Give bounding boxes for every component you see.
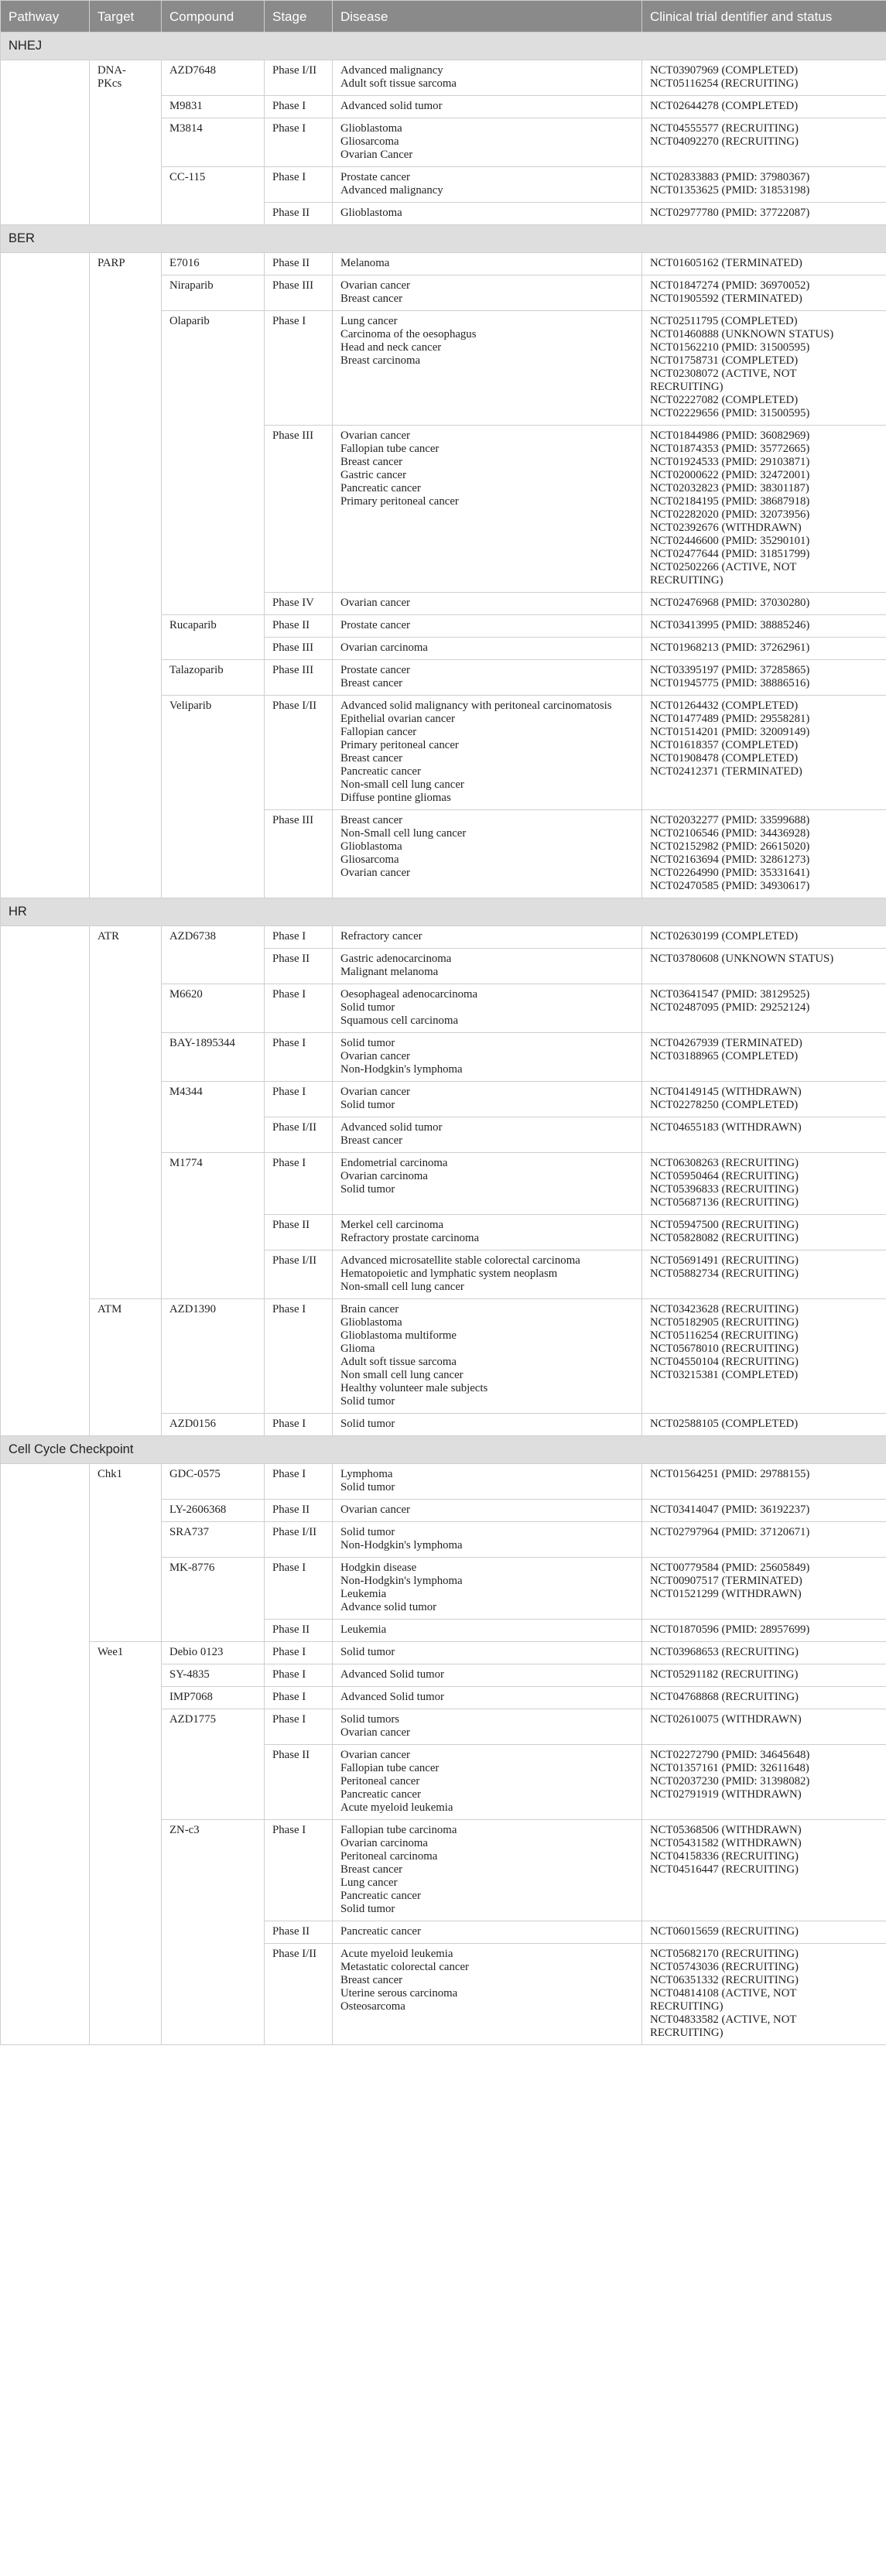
trial-status-cell: NCT03413995 (PMID: 38885246) [642, 615, 886, 638]
target-cell: Chk1 [90, 1464, 162, 1642]
pathway-cell [1, 926, 90, 1436]
stage-cell: Phase IV [265, 593, 333, 615]
stage-cell: Phase I [265, 1687, 333, 1709]
compound-cell: GDC-0575 [162, 1464, 265, 1500]
trial-status-cell: NCT03641547 (PMID: 38129525) NCT02487095 (PMID: 29252124) [642, 984, 886, 1033]
stage-cell: Phase I [265, 96, 333, 118]
stage-cell: Phase I [265, 118, 333, 167]
trial-status-cell: NCT05291182 (RECRUITING) [642, 1664, 886, 1687]
section-row [1, 898, 886, 926]
disease-cell: Advanced malignancy Adult soft tissue sarcoma [333, 60, 642, 96]
trial-status-cell: NCT03423628 (RECRUITING) NCT05182905 (RECRUITING) NCT05116254 (RECRUITING) NCT05678010 (RECRUITING) NCT04550104 (RECRUITING) NCT03215381 (COMPLETED) [642, 1299, 886, 1414]
disease-cell: Solid tumor [333, 1414, 642, 1436]
disease-cell: Endometrial carcinoma Ovarian carcinoma Solid tumor [333, 1153, 642, 1215]
trial-status-cell: NCT01605162 (TERMINATED) [642, 253, 886, 275]
disease-cell: Refractory cancer [333, 926, 642, 949]
section-row [1, 1436, 886, 1464]
stage-cell: Phase II [265, 203, 333, 225]
trial-status-cell: NCT03907969 (COMPLETED) NCT05116254 (RECRUITING) [642, 60, 886, 96]
section-row [1, 225, 886, 253]
trial-status-cell: NCT02272790 (PMID: 34645648) NCT01357161 (PMID: 32611648) NCT02037230 (PMID: 31398082) NCT02791919 (WITHDRAWN) [642, 1745, 886, 1820]
disease-cell: Ovarian cancer Fallopian tube cancer Breast cancer Gastric cancer Pancreatic cancer Primary peritoneal cancer [333, 426, 642, 593]
trial-status-cell: NCT06015659 (RECRUITING) [642, 1921, 886, 1944]
disease-cell: Fallopian tube carcinoma Ovarian carcinoma Peritoneal carcinoma Breast cancer Lung cancer Pancreatic cancer Solid tumor [333, 1820, 642, 1921]
stage-cell: Phase III [265, 275, 333, 311]
stage-cell: Phase I [265, 1709, 333, 1745]
trial-status-cell: NCT05691491 (RECRUITING) NCT05882734 (RECRUITING) [642, 1250, 886, 1299]
trial-status-cell: NCT01564251 (PMID: 29788155) [642, 1464, 886, 1500]
disease-cell: Prostate cancer [333, 615, 642, 638]
disease-cell: Ovarian cancer Breast cancer [333, 275, 642, 311]
stage-cell: Phase I [265, 1558, 333, 1620]
stage-cell: Phase I [265, 1664, 333, 1687]
disease-cell: Solid tumor Non-Hodgkin's lymphoma [333, 1522, 642, 1558]
trial-status-cell: NCT01844986 (PMID: 36082969) NCT01874353 (PMID: 35772665) NCT01924533 (PMID: 29103871) NCT02000622 (PMID: 32472001) NCT02032823 (PMID: 38301187) NCT02184195 (PMID: 38687918) NCT02282020 (PMID: 32073956) NCT02392676 (WITHDRAWN) NCT02446600 (PMID: 35290101) NCT02477644 (PMID: 31851799) NCT02502266 (ACTIVE, NOT RECRUITING) [642, 426, 886, 593]
compound-cell: LY-2606368 [162, 1500, 265, 1522]
stage-cell: Phase II [265, 949, 333, 984]
trial-status-cell: NCT04768868 (RECRUITING) [642, 1687, 886, 1709]
compound-cell: AZD1390 [162, 1299, 265, 1414]
compound-cell: ZN-c3 [162, 1820, 265, 2045]
trial-status-cell: NCT04149145 (WITHDRAWN) NCT02278250 (COMPLETED) [642, 1082, 886, 1117]
disease-cell: Breast cancer Non-Small cell lung cancer Glioblastoma Gliosarcoma Ovarian cancer [333, 810, 642, 898]
stage-cell: Phase I/II [265, 1522, 333, 1558]
stage-cell: Phase I/II [265, 60, 333, 96]
header-target: Target [90, 1, 162, 32]
trial-status-cell: NCT02630199 (COMPLETED) [642, 926, 886, 949]
trial-status-cell: NCT03968653 (RECRUITING) [642, 1642, 886, 1664]
disease-cell: Prostate cancer Advanced malignancy [333, 167, 642, 203]
stage-cell: Phase I [265, 1082, 333, 1117]
disease-cell: Solid tumors Ovarian cancer [333, 1709, 642, 1745]
trial-status-cell: NCT01968213 (PMID: 37262961) [642, 638, 886, 660]
stage-cell: Phase I [265, 167, 333, 203]
pathway-cell [1, 1464, 90, 2045]
disease-cell: Prostate cancer Breast cancer [333, 660, 642, 696]
compound-cell: Niraparib [162, 275, 265, 311]
trial-status-cell: NCT01264432 (COMPLETED) NCT01477489 (PMID: 29558281) NCT01514201 (PMID: 32009149) NCT01618357 (COMPLETED) NCT01908478 (COMPLETED) NCT02412371 (TERMINATED) [642, 696, 886, 810]
trial-status-cell: NCT05368506 (WITHDRAWN) NCT05431582 (WITHDRAWN) NCT04158336 (RECRUITING) NCT04516447 (RECRUITING) [642, 1820, 886, 1921]
trial-status-cell: NCT02032277 (PMID: 33599688) NCT02106546 (PMID: 34436928) NCT02152982 (PMID: 26615020) NCT02163694 (PMID: 32861273) NCT02264990 (PMID: 35331641) NCT02470585 (PMID: 34930617) [642, 810, 886, 898]
compound-cell: M4344 [162, 1082, 265, 1153]
target-cell: Wee1 [90, 1642, 162, 2045]
stage-cell: Phase III [265, 638, 333, 660]
stage-cell: Phase I [265, 1642, 333, 1664]
table-row [1, 1642, 886, 1664]
stage-cell: Phase I [265, 926, 333, 949]
trial-status-cell: NCT04555577 (RECRUITING) NCT04092270 (RECRUITING) [642, 118, 886, 167]
disease-cell: Ovarian cancer [333, 1500, 642, 1522]
pathway-cell [1, 60, 90, 225]
section-row [1, 32, 886, 60]
trial-status-cell: NCT01870596 (PMID: 28957699) [642, 1620, 886, 1642]
compound-cell: AZD1775 [162, 1709, 265, 1820]
stage-cell: Phase I [265, 1820, 333, 1921]
compound-cell: Talazoparib [162, 660, 265, 696]
section-title: BER [1, 225, 886, 253]
compound-cell: SY-4835 [162, 1664, 265, 1687]
trial-status-cell: NCT02833883 (PMID: 37980367) NCT01353625 (PMID: 31853198) [642, 167, 886, 203]
compound-cell: Olaparib [162, 311, 265, 615]
table-row [1, 253, 886, 275]
disease-cell: Ovarian cancer Solid tumor [333, 1082, 642, 1117]
section-title: HR [1, 898, 886, 926]
disease-cell: Solid tumor Ovarian cancer Non-Hodgkin's lymphoma [333, 1033, 642, 1082]
pathway-cell [1, 253, 90, 898]
target-cell: PARP [90, 253, 162, 898]
compound-cell: Debio 0123 [162, 1642, 265, 1664]
compound-cell: SRA737 [162, 1522, 265, 1558]
trial-status-cell: NCT05682170 (RECRUITING) NCT05743036 (RECRUITING) NCT06351332 (RECRUITING) NCT04814108 (ACTIVE, NOT RECRUITING) NCT04833582 (ACTIVE, NOT RECRUITING) [642, 1944, 886, 2045]
stage-cell: Phase I/II [265, 696, 333, 810]
disease-cell: Glioblastoma [333, 203, 642, 225]
disease-cell: Advanced solid malignancy with peritoneal carcinomatosis Epithelial ovarian cancer Fallopian cancer Primary peritoneal cancer Breast cancer Pancreatic cancer Non-small cell lung cancer Diffuse pontine gliomas [333, 696, 642, 810]
trial-status-cell: NCT02511795 (COMPLETED) NCT01460888 (UNKNOWN STATUS) NCT01562210 (PMID: 31500595) NCT01758731 (COMPLETED) NCT02308072 (ACTIVE, NOT RECRUITING) NCT02227082 (COMPLETED) NCT02229656 (PMID: 31500595) [642, 311, 886, 426]
compound-cell: M6620 [162, 984, 265, 1033]
trial-status-cell: NCT05947500 (RECRUITING) NCT05828082 (RECRUITING) [642, 1215, 886, 1250]
table-row [1, 1299, 886, 1414]
trial-status-cell: NCT01847274 (PMID: 36970052) NCT01905592 (TERMINATED) [642, 275, 886, 311]
header-compound: Compound [162, 1, 265, 32]
trial-status-cell: NCT06308263 (RECRUITING) NCT05950464 (RECRUITING) NCT05396833 (RECRUITING) NCT05687136 (RECRUITING) [642, 1153, 886, 1215]
target-cell: ATM [90, 1299, 162, 1436]
disease-cell: Advanced Solid tumor [333, 1664, 642, 1687]
disease-cell: Gastric adenocarcinoma Malignant melanoma [333, 949, 642, 984]
trial-status-cell: NCT02797964 (PMID: 37120671) [642, 1522, 886, 1558]
disease-cell: Leukemia [333, 1620, 642, 1642]
header-disease: Disease [333, 1, 642, 32]
trial-status-cell: NCT02476968 (PMID: 37030280) [642, 593, 886, 615]
stage-cell: Phase I [265, 1414, 333, 1436]
stage-cell: Phase III [265, 810, 333, 898]
compound-cell: BAY-1895344 [162, 1033, 265, 1082]
trial-status-cell: NCT04267939 (TERMINATED) NCT03188965 (COMPLETED) [642, 1033, 886, 1082]
disease-cell: Merkel cell carcinoma Refractory prostate carcinoma [333, 1215, 642, 1250]
stage-cell: Phase II [265, 615, 333, 638]
trial-status-cell: NCT02977780 (PMID: 37722087) [642, 203, 886, 225]
disease-cell: Ovarian cancer Fallopian tube cancer Peritoneal cancer Pancreatic cancer Acute myeloid leukemia [333, 1745, 642, 1820]
stage-cell: Phase III [265, 426, 333, 593]
section-title: NHEJ [1, 32, 886, 60]
stage-cell: Phase III [265, 660, 333, 696]
stage-cell: Phase I/II [265, 1944, 333, 2045]
compound-cell: M3814 [162, 118, 265, 167]
stage-cell: Phase II [265, 1500, 333, 1522]
section-title: Cell Cycle Checkpoint [1, 1436, 886, 1464]
compound-cell: IMP7068 [162, 1687, 265, 1709]
trial-status-cell: NCT03414047 (PMID: 36192237) [642, 1500, 886, 1522]
target-cell: DNA- PKcs [90, 60, 162, 225]
compound-cell: M9831 [162, 96, 265, 118]
header-stage: Stage [265, 1, 333, 32]
disease-cell: Advanced solid tumor [333, 96, 642, 118]
stage-cell: Phase II [265, 1215, 333, 1250]
stage-cell: Phase I [265, 1033, 333, 1082]
table-row [1, 1464, 886, 1500]
disease-cell: Ovarian carcinoma [333, 638, 642, 660]
disease-cell: Oesophageal adenocarcinoma Solid tumor Squamous cell carcinoma [333, 984, 642, 1033]
table-body [1, 32, 886, 2045]
header-row [1, 1, 886, 32]
trial-status-cell: NCT03780608 (UNKNOWN STATUS) [642, 949, 886, 984]
trial-status-cell: NCT04655183 (WITHDRAWN) [642, 1117, 886, 1153]
table-header [1, 1, 886, 32]
disease-cell: Glioblastoma Gliosarcoma Ovarian Cancer [333, 118, 642, 167]
compound-cell: MK-8776 [162, 1558, 265, 1642]
table-row [1, 926, 886, 949]
stage-cell: Phase I/II [265, 1250, 333, 1299]
header-trial-status: Clinical trial dentifier and status [642, 1, 886, 32]
disease-cell: Solid tumor [333, 1642, 642, 1664]
disease-cell: Acute myeloid leukemia Metastatic colorectal cancer Breast cancer Uterine serous carcinoma Osteosarcoma [333, 1944, 642, 2045]
stage-cell: Phase I/II [265, 1117, 333, 1153]
stage-cell: Phase I [265, 1464, 333, 1500]
stage-cell: Phase I [265, 311, 333, 426]
trial-status-cell: NCT02644278 (COMPLETED) [642, 96, 886, 118]
stage-cell: Phase I [265, 984, 333, 1033]
target-cell: ATR [90, 926, 162, 1299]
compound-cell: Rucaparib [162, 615, 265, 660]
disease-cell: Hodgkin disease Non-Hodgkin's lymphoma Leukemia Advance solid tumor [333, 1558, 642, 1620]
disease-cell: Melanoma [333, 253, 642, 275]
disease-cell: Lymphoma Solid tumor [333, 1464, 642, 1500]
disease-cell: Pancreatic cancer [333, 1921, 642, 1944]
trial-status-cell: NCT00779584 (PMID: 25605849) NCT00907517 (TERMINATED) NCT01521299 (WITHDRAWN) [642, 1558, 886, 1620]
disease-cell: Ovarian cancer [333, 593, 642, 615]
disease-cell: Advanced microsatellite stable colorectal carcinoma Hematopoietic and lymphatic system neoplasm Non-small cell lung cancer [333, 1250, 642, 1299]
trial-status-cell: NCT03395197 (PMID: 37285865) NCT01945775 (PMID: 38886516) [642, 660, 886, 696]
compound-cell: M1774 [162, 1153, 265, 1299]
compound-cell: AZD6738 [162, 926, 265, 984]
compound-cell: AZD7648 [162, 60, 265, 96]
stage-cell: Phase I [265, 1153, 333, 1215]
header-pathway: Pathway [1, 1, 90, 32]
disease-cell: Advanced solid tumor Breast cancer [333, 1117, 642, 1153]
disease-cell: Brain cancer Glioblastoma Glioblastoma multiforme Glioma Adult soft tissue sarcoma Non small cell lung cancer Healthy volunteer male subjects Solid tumor [333, 1299, 642, 1414]
compound-cell: Veliparib [162, 696, 265, 898]
trial-status-cell: NCT02610075 (WITHDRAWN) [642, 1709, 886, 1745]
stage-cell: Phase II [265, 1921, 333, 1944]
disease-cell: Lung cancer Carcinoma of the oesophagus Head and neck cancer Breast carcinoma [333, 311, 642, 426]
compound-cell: CC-115 [162, 167, 265, 225]
compound-cell: E7016 [162, 253, 265, 275]
stage-cell: Phase I [265, 1299, 333, 1414]
table-row [1, 60, 886, 96]
stage-cell: Phase II [265, 253, 333, 275]
trial-status-cell: NCT02588105 (COMPLETED) [642, 1414, 886, 1436]
disease-cell: Advanced Solid tumor [333, 1687, 642, 1709]
stage-cell: Phase II [265, 1620, 333, 1642]
compound-cell: AZD0156 [162, 1414, 265, 1436]
stage-cell: Phase II [265, 1745, 333, 1820]
